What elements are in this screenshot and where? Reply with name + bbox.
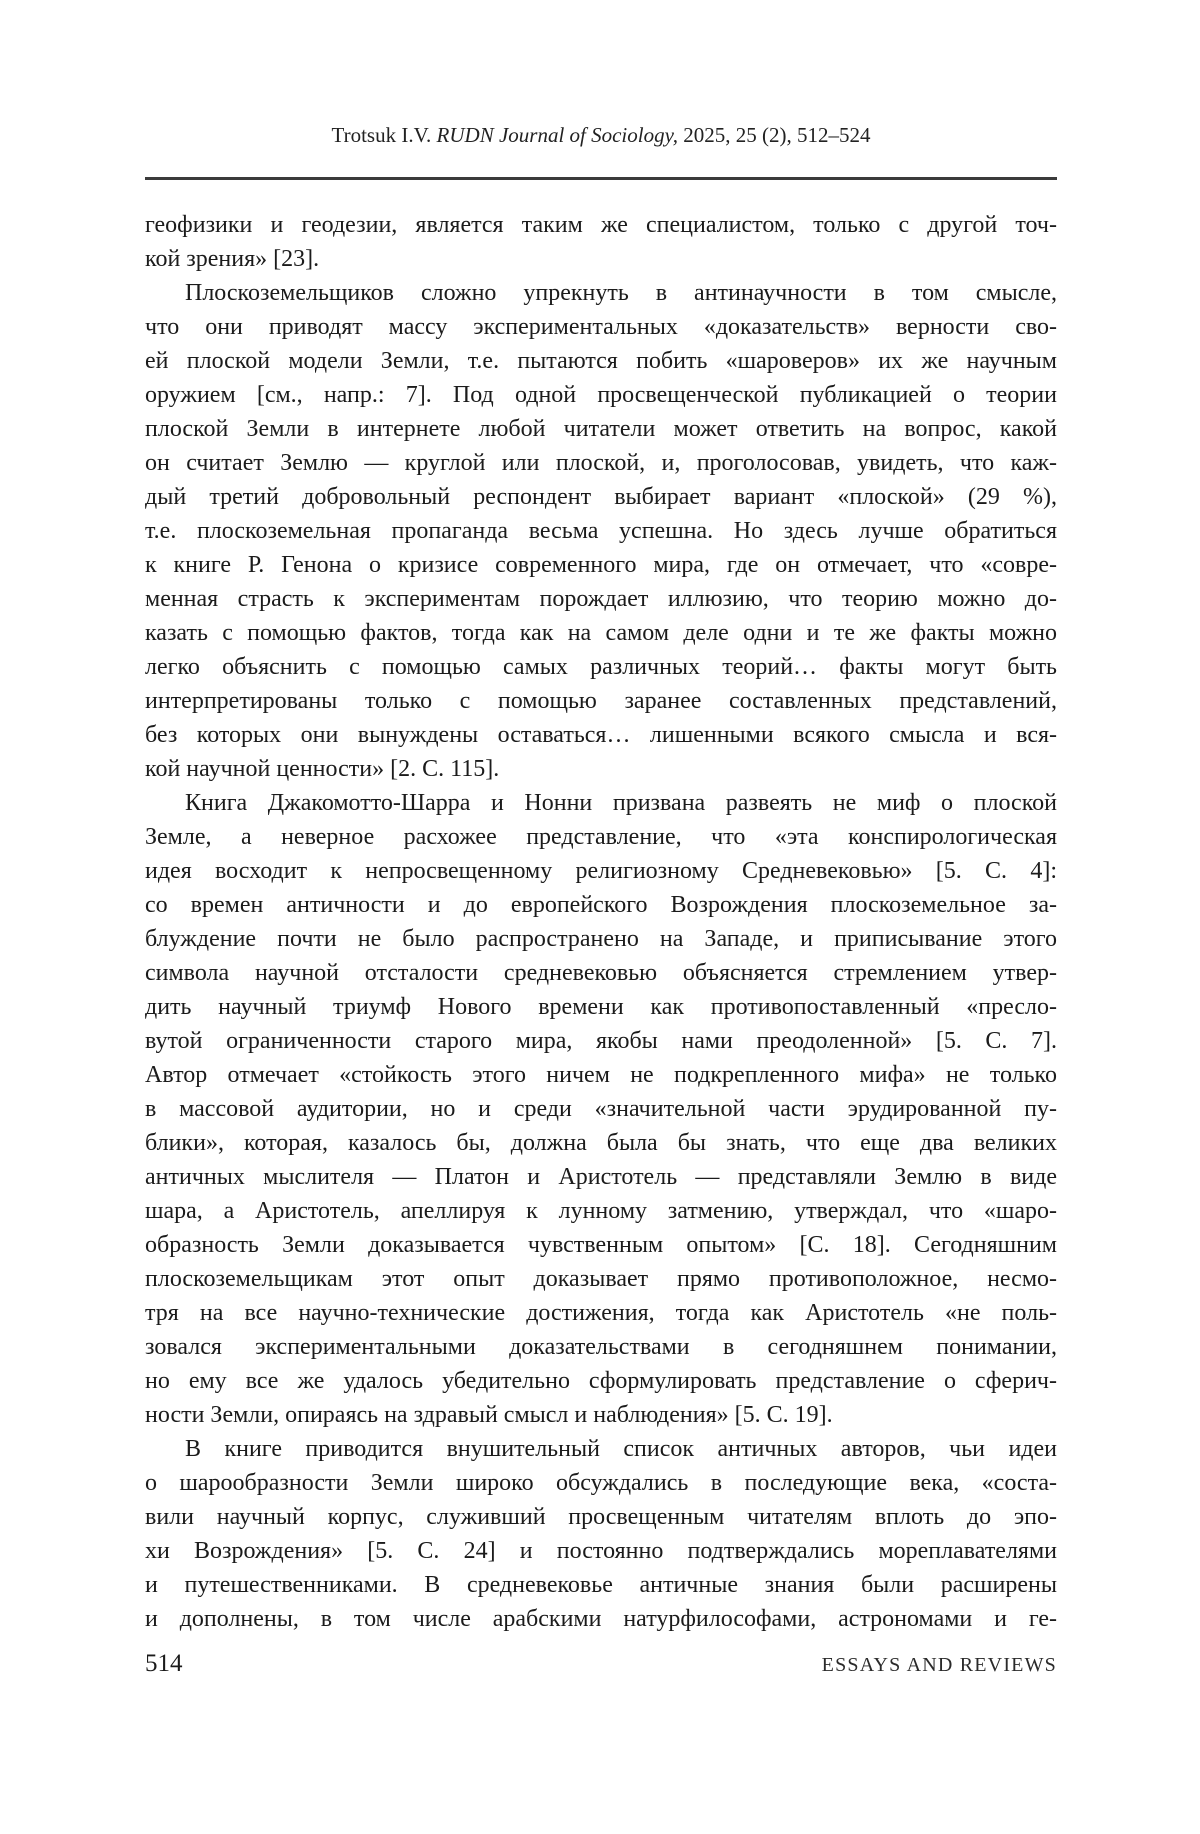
text-line: блики», которая, казалось бы, должна была бы знать, что еще два великих [145, 1130, 1057, 1156]
text-line: оружием [см., напр.: 7]. Под одной просвещенческой публикацией о теории [145, 382, 1057, 408]
article-body [145, 208, 1057, 1636]
text-line: и дополнены, в том числе арабскими натурфилософами, астрономами и ге- [145, 1606, 1057, 1632]
text-line: казать с помощью фактов, тогда как на самом деле одни и те же факты можно [145, 620, 1057, 646]
text-line: зовался экспериментальными доказательствами в сегодняшнем понимании, [145, 1334, 1057, 1360]
text-line: плоскоземельщикам этот опыт доказывает прямо противоположное, несмо- [145, 1266, 1057, 1292]
text-line: В книге приводится внушительный список античных авторов, чьи идеи [185, 1436, 1057, 1462]
text-line: Плоскоземельщиков сложно упрекнуть в антинаучности в том смысле, [185, 280, 1057, 306]
running-head-author: Trotsuk I.V. [331, 123, 432, 147]
text-line: о шарообразности Земли широко обсуждались в последующие века, «соста- [145, 1470, 1057, 1496]
section-label: ESSAYS AND REVIEWS [821, 1654, 1057, 1676]
text-line: легко объяснить с помощью самых различных теорий… факты могут быть [145, 654, 1057, 680]
text-line: интерпретированы только с помощью заранее составленных представлений, [145, 688, 1057, 714]
page-number: 514 [145, 1650, 183, 1677]
text-line: в массовой аудитории, но и среди «значительной части эрудированной пу- [145, 1096, 1057, 1122]
text-line: со времен античности и до европейского Возрождения плоскоземельное за- [145, 892, 1057, 918]
text-line: ности Земли, опираясь на здравый смысл и наблюдения» [5. С. 19]. [145, 1402, 833, 1428]
text-line: идея восходит к непросвещенному религиозному Средневековью» [5. С. 4]: [145, 858, 1057, 884]
text-line: тря на все научно-технические достижения, тогда как Аристотель «не поль- [145, 1300, 1057, 1326]
text-line: Книга Джакомотто-Шарра и Нонни призвана развеять не миф о плоской [185, 790, 1057, 816]
text-line: плоской Земли в интернете любой читатели может ответить на вопрос, какой [145, 416, 1057, 442]
text-line: но ему все же удалось убедительно сформулировать представление о сферич- [145, 1368, 1057, 1394]
text-line: Автор отмечает «стойкость этого ничем не подкрепленного мифа» не только [145, 1062, 1057, 1088]
text-line: вили научный корпус, служивший просвещенным читателям вплоть до эпо- [145, 1504, 1057, 1530]
text-line: он считает Землю — круглой или плоской, и, проголосовав, увидеть, что каж- [145, 450, 1057, 476]
text-line: и путешественниками. В средневековье античные знания были расширены [145, 1572, 1057, 1598]
running-head [145, 122, 1057, 148]
text-line: дый третий добровольный респондент выбирает вариант «плоской» (29 %), [145, 484, 1057, 510]
running-head-issue: 2025, 25 (2), 512–524 [683, 123, 871, 147]
text-line: менная страсть к экспериментам порождает иллюзию, что теорию можно до- [145, 586, 1057, 612]
text-line: ей плоской модели Земли, т.е. пытаются побить «шароверов» их же научным [145, 348, 1057, 374]
text-line: т.е. плоскоземельная пропаганда весьма успешна. Но здесь лучше обратиться [145, 518, 1057, 544]
page-footer [145, 1650, 1057, 1678]
text-line: к книге Р. Генона о кризисе современного мира, где он отмечает, что «совре- [145, 552, 1057, 578]
text-line: Земле, а неверное расхожее представление, что «эта конспирологическая [145, 824, 1057, 850]
text-line: вутой ограниченности старого мира, якобы нами преодоленной» [5. С. 7]. [145, 1028, 1057, 1054]
text-line: блуждение почти не было распространено на Западе, и приписывание этого [145, 926, 1057, 952]
text-line: кой научной ценности» [2. С. 115]. [145, 756, 500, 782]
text-line: античных мыслителя — Платон и Аристотель — представляли Землю в виде [145, 1164, 1057, 1190]
text-line: кой зрения» [23]. [145, 246, 320, 272]
header-rule [145, 177, 1057, 180]
text-line: что они приводят массу экспериментальных «доказательств» верности сво- [145, 314, 1057, 340]
running-head-journal-title: RUDN Journal of Sociology, [436, 123, 679, 147]
text-line: без которых они вынуждены оставаться… лишенными всякого смысла и вся- [145, 722, 1057, 748]
text-line: хи Возрождения» [5. С. 24] и постоянно подтверждались мореплавателями [145, 1538, 1057, 1564]
text-line: образность Земли доказывается чувственным опытом» [С. 18]. Сегодняшним [145, 1232, 1057, 1258]
text-line: дить научный триумф Нового времени как противопоставленный «пресло- [145, 994, 1057, 1020]
text-line: геофизики и геодезии, является таким же специалистом, только с другой точ- [145, 212, 1057, 238]
text-line: шара, а Аристотель, апеллируя к лунному затмению, утверждал, что «шаро- [145, 1198, 1057, 1224]
text-line: символа научной отсталости средневековью объясняется стремлением утвер- [145, 960, 1057, 986]
